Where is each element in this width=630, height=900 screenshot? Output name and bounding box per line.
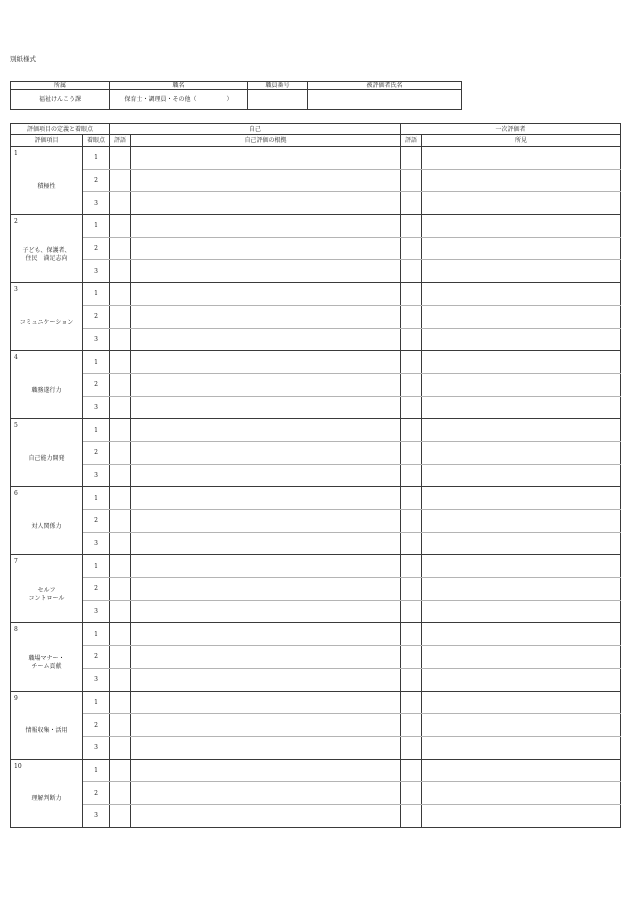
evaluation-group-header-row — [11, 124, 621, 135]
reviewer-comment-field[interactable] — [422, 147, 621, 170]
department-value: 福祉けんこう課 — [11, 90, 110, 110]
reviewer-grade-field[interactable] — [401, 578, 422, 601]
reviewer-grade-field[interactable] — [401, 555, 422, 578]
evaluation-item-name: 理解判断力 — [31, 795, 62, 803]
self-basis-field[interactable] — [131, 782, 401, 805]
reviewer-grade-field[interactable] — [401, 215, 422, 238]
self-grade-field[interactable] — [110, 691, 131, 714]
reviewer-grade-field[interactable] — [401, 283, 422, 306]
self-basis-field[interactable] — [131, 600, 401, 623]
reviewer-comment-field[interactable] — [422, 510, 621, 533]
evaluation-row — [11, 714, 621, 737]
viewpoint-number: 3 — [83, 736, 110, 759]
self-grade-field[interactable] — [110, 283, 131, 306]
self-grade-field[interactable] — [110, 351, 131, 374]
reviewer-grade-field[interactable] — [401, 328, 422, 351]
self-basis-field[interactable] — [131, 260, 401, 283]
evaluation-item-cell — [11, 147, 83, 215]
reviewer-comment-field[interactable] — [422, 169, 621, 192]
reviewer-comment-field[interactable] — [422, 237, 621, 260]
reviewer-grade-field[interactable] — [401, 510, 422, 533]
reviewer-grade-field[interactable] — [401, 169, 422, 192]
employee-info-value-row — [11, 90, 462, 110]
evaluation-item-number: 4 — [14, 354, 18, 362]
viewpoint-column-header: 着眼点 — [83, 135, 110, 147]
reviewer-comment-field[interactable] — [422, 419, 621, 442]
self-basis-field[interactable] — [131, 351, 401, 374]
reviewer-comment-field[interactable] — [422, 305, 621, 328]
self-basis-field[interactable] — [131, 305, 401, 328]
form-label: 別紙様式 — [10, 55, 36, 63]
reviewer-comment-field[interactable] — [422, 668, 621, 691]
viewpoint-number: 3 — [83, 532, 110, 555]
reviewer-grade-field[interactable] — [401, 487, 422, 510]
department-header: 所属 — [11, 82, 110, 90]
reviewer-grade-field[interactable] — [401, 532, 422, 555]
evaluatee-name-field[interactable] — [308, 90, 462, 110]
evaluation-item-cell — [11, 759, 83, 827]
evaluation-row — [11, 623, 621, 646]
reviewer-comment-field[interactable] — [422, 283, 621, 306]
self-grade-field[interactable] — [110, 578, 131, 601]
self-grade-field[interactable] — [110, 510, 131, 533]
self-basis-field[interactable] — [131, 668, 401, 691]
self-grade-field[interactable] — [110, 487, 131, 510]
reviewer-comment-field[interactable] — [422, 691, 621, 714]
evaluation-row — [11, 510, 621, 533]
self-grade-field[interactable] — [110, 646, 131, 669]
reviewer-grade-field[interactable] — [401, 192, 422, 215]
evaluation-row — [11, 532, 621, 555]
employee-info-header-row — [11, 82, 462, 90]
viewpoint-number: 2 — [83, 714, 110, 737]
reviewer-comment-field[interactable] — [422, 759, 621, 782]
employee-info-body — [11, 82, 462, 110]
self-grade-field[interactable] — [110, 305, 131, 328]
evaluation-item-name: 対人関係力 — [31, 522, 62, 530]
evaluation-row — [11, 169, 621, 192]
self-grade-field[interactable] — [110, 396, 131, 419]
evaluation-row — [11, 419, 621, 442]
self-basis-field[interactable] — [131, 646, 401, 669]
self-basis-field[interactable] — [131, 147, 401, 170]
viewpoint-number: 1 — [83, 419, 110, 442]
evaluation-row — [11, 646, 621, 669]
evaluation-item-number: 10 — [14, 762, 22, 770]
evaluation-item-name: 自己能力開発 — [28, 454, 65, 462]
self-basis-field[interactable] — [131, 169, 401, 192]
evaluation-row — [11, 215, 621, 238]
evaluation-item-number: 9 — [14, 694, 18, 702]
viewpoint-number: 3 — [83, 192, 110, 215]
evaluation-item-number: 7 — [14, 558, 18, 566]
reviewer-grade-field[interactable] — [401, 441, 422, 464]
viewpoint-number: 1 — [83, 147, 110, 170]
evaluation-item-cell — [11, 555, 83, 623]
evaluation-item-name: 積極性 — [37, 182, 56, 190]
viewpoint-number: 2 — [83, 169, 110, 192]
reviewer-comment-field[interactable] — [422, 487, 621, 510]
self-grade-field[interactable] — [110, 532, 131, 555]
evaluation-row — [11, 668, 621, 691]
viewpoint-number: 3 — [83, 804, 110, 827]
self-grade-field[interactable] — [110, 373, 131, 396]
evaluation-item-number: 8 — [14, 626, 18, 634]
evaluation-item-number: 5 — [14, 422, 18, 430]
reviewer-comment-field[interactable] — [422, 260, 621, 283]
reviewer-comment-field[interactable] — [422, 441, 621, 464]
criteria-group-header: 評価項目の定義と着眼点 — [11, 124, 110, 135]
job-title-value: 保育士・調理員・その他（ ） — [110, 90, 248, 110]
evaluation-row — [11, 804, 621, 827]
evaluation-row — [11, 555, 621, 578]
self-grade-column-header: 評語 — [110, 135, 131, 147]
evaluation-item-number: 6 — [14, 490, 18, 498]
self-basis-field[interactable] — [131, 578, 401, 601]
evaluation-item-number: 2 — [14, 218, 18, 226]
self-grade-field[interactable] — [110, 441, 131, 464]
evaluation-row — [11, 487, 621, 510]
self-basis-field[interactable] — [131, 237, 401, 260]
evaluation-item-cell — [11, 215, 83, 283]
evaluation-item-name: コミュニケーション — [19, 318, 74, 326]
reviewer-grade-field[interactable] — [401, 396, 422, 419]
viewpoint-number: 1 — [83, 691, 110, 714]
self-basis-field[interactable] — [131, 555, 401, 578]
viewpoint-number: 1 — [83, 555, 110, 578]
reviewer-comment-field[interactable] — [422, 396, 621, 419]
self-basis-field[interactable] — [131, 419, 401, 442]
self-basis-field[interactable] — [131, 623, 401, 646]
reviewer-comment-field[interactable] — [422, 464, 621, 487]
self-basis-column-header: 自己評価の根拠 — [131, 135, 401, 147]
self-basis-field[interactable] — [131, 759, 401, 782]
self-grade-field[interactable] — [110, 260, 131, 283]
self-grade-field[interactable] — [110, 782, 131, 805]
evaluation-item-number: 3 — [14, 286, 18, 294]
viewpoint-number: 3 — [83, 600, 110, 623]
self-grade-field[interactable] — [110, 215, 131, 238]
evaluation-item-name: 情報収集・活用 — [25, 727, 68, 735]
reviewer-grade-field[interactable] — [401, 260, 422, 283]
reviewer-grade-field[interactable] — [401, 237, 422, 260]
evaluation-item-cell — [11, 623, 83, 691]
evaluation-item-cell — [11, 283, 83, 351]
self-basis-field[interactable] — [131, 441, 401, 464]
evaluation-row — [11, 396, 621, 419]
viewpoint-number: 2 — [83, 237, 110, 260]
evaluation-item-name: 職場マナー・ チーム貢献 — [28, 654, 65, 670]
viewpoint-number: 1 — [83, 759, 110, 782]
self-grade-field[interactable] — [110, 192, 131, 215]
evaluation-row — [11, 373, 621, 396]
viewpoint-number: 1 — [83, 623, 110, 646]
reviewer-grade-field[interactable] — [401, 668, 422, 691]
reviewer-comment-field[interactable] — [422, 215, 621, 238]
evaluation-item-name: 子ども、保護者、 住民 満足志向 — [22, 246, 71, 262]
reviewer-comment-field[interactable] — [422, 373, 621, 396]
viewpoint-number: 2 — [83, 782, 110, 805]
self-grade-field[interactable] — [110, 668, 131, 691]
self-basis-field[interactable] — [131, 192, 401, 215]
evaluation-item-cell — [11, 487, 83, 555]
evaluation-row — [11, 147, 621, 170]
viewpoint-number: 2 — [83, 305, 110, 328]
reviewer-comment-field[interactable] — [422, 600, 621, 623]
self-grade-field[interactable] — [110, 419, 131, 442]
reviewer-grade-column-header: 評語 — [401, 135, 422, 147]
self-grade-field[interactable] — [110, 147, 131, 170]
self-grade-field[interactable] — [110, 328, 131, 351]
reviewer-grade-field[interactable] — [401, 691, 422, 714]
evaluation-row — [11, 691, 621, 714]
job-title-header: 職名 — [110, 82, 248, 90]
viewpoint-number: 2 — [83, 578, 110, 601]
evaluation-row — [11, 736, 621, 759]
self-basis-field[interactable] — [131, 215, 401, 238]
evaluation-item-number: 1 — [14, 150, 18, 157]
self-grade-field[interactable] — [110, 623, 131, 646]
employee-number-header: 職員番号 — [248, 82, 308, 90]
evaluation-body — [11, 147, 621, 828]
reviewer-grade-field[interactable] — [401, 464, 422, 487]
evaluation-column-header-row — [11, 135, 621, 147]
reviewer-grade-field[interactable] — [401, 351, 422, 374]
self-basis-field[interactable] — [131, 464, 401, 487]
evaluation-row — [11, 260, 621, 283]
self-grade-field[interactable] — [110, 600, 131, 623]
evaluation-row — [11, 600, 621, 623]
evaluation-item-cell — [11, 419, 83, 487]
reviewer-grade-field[interactable] — [401, 759, 422, 782]
self-basis-field[interactable] — [131, 714, 401, 737]
reviewer-grade-field[interactable] — [401, 804, 422, 827]
evaluation-row — [11, 441, 621, 464]
reviewer-grade-field[interactable] — [401, 782, 422, 805]
self-basis-field[interactable] — [131, 373, 401, 396]
viewpoint-number: 1 — [83, 351, 110, 374]
evaluation-item-cell — [11, 691, 83, 759]
self-basis-field[interactable] — [131, 487, 401, 510]
self-grade-field[interactable] — [110, 237, 131, 260]
evaluation-row — [11, 351, 621, 374]
self-group-header: 自己 — [110, 124, 401, 135]
self-basis-field[interactable] — [131, 283, 401, 306]
reviewer-grade-field[interactable] — [401, 147, 422, 170]
reviewer-comment-field[interactable] — [422, 804, 621, 827]
self-basis-field[interactable] — [131, 532, 401, 555]
evaluation-item-name: セルフ コントロール — [28, 586, 65, 602]
viewpoint-number: 3 — [83, 396, 110, 419]
reviewer-comment-field[interactable] — [422, 192, 621, 215]
self-grade-field[interactable] — [110, 555, 131, 578]
employee-info-table — [10, 81, 462, 110]
self-basis-field[interactable] — [131, 510, 401, 533]
evaluation-row — [11, 283, 621, 306]
evaluation-item-cell — [11, 351, 83, 419]
viewpoint-number: 3 — [83, 668, 110, 691]
viewpoint-number: 3 — [83, 260, 110, 283]
reviewer-grade-field[interactable] — [401, 714, 422, 737]
evaluation-row — [11, 192, 621, 215]
self-basis-field[interactable] — [131, 804, 401, 827]
reviewer-comment-field[interactable] — [422, 623, 621, 646]
viewpoint-number: 1 — [83, 215, 110, 238]
reviewer-comment-field[interactable] — [422, 714, 621, 737]
evaluation-row — [11, 578, 621, 601]
reviewer-grade-field[interactable] — [401, 419, 422, 442]
reviewer-grade-field[interactable] — [401, 736, 422, 759]
evaluation-row — [11, 759, 621, 782]
evaluation-row — [11, 782, 621, 805]
evaluation-row — [11, 305, 621, 328]
reviewer-comment-column-header: 所見 — [422, 135, 621, 147]
viewpoint-number: 2 — [83, 373, 110, 396]
self-basis-field[interactable] — [131, 396, 401, 419]
evaluation-table — [10, 123, 621, 828]
reviewer-grade-field[interactable] — [401, 646, 422, 669]
reviewer-comment-field[interactable] — [422, 532, 621, 555]
reviewer-grade-field[interactable] — [401, 600, 422, 623]
viewpoint-number: 2 — [83, 441, 110, 464]
viewpoint-number: 1 — [83, 283, 110, 306]
reviewer-comment-field[interactable] — [422, 782, 621, 805]
viewpoint-number: 1 — [83, 487, 110, 510]
self-basis-field[interactable] — [131, 736, 401, 759]
reviewer-comment-field[interactable] — [422, 351, 621, 374]
self-grade-field[interactable] — [110, 759, 131, 782]
evaluation-row — [11, 328, 621, 351]
viewpoint-number: 2 — [83, 646, 110, 669]
evaluatee-name-header: 被評価者氏名 — [308, 82, 462, 90]
first-reviewer-group-header: 一次評価者 — [401, 124, 621, 135]
reviewer-comment-field[interactable] — [422, 736, 621, 759]
evaluation-row — [11, 237, 621, 260]
self-grade-field[interactable] — [110, 736, 131, 759]
reviewer-grade-field[interactable] — [401, 305, 422, 328]
employee-number-field[interactable] — [248, 90, 308, 110]
self-grade-field[interactable] — [110, 464, 131, 487]
self-grade-field[interactable] — [110, 714, 131, 737]
self-grade-field[interactable] — [110, 169, 131, 192]
reviewer-grade-field[interactable] — [401, 623, 422, 646]
evaluation-header — [11, 124, 621, 147]
reviewer-comment-field[interactable] — [422, 555, 621, 578]
viewpoint-number: 3 — [83, 464, 110, 487]
reviewer-grade-field[interactable] — [401, 373, 422, 396]
reviewer-comment-field[interactable] — [422, 646, 621, 669]
viewpoint-number: 2 — [83, 510, 110, 533]
evaluation-item-name: 職務遂行力 — [31, 386, 62, 394]
self-basis-field[interactable] — [131, 691, 401, 714]
item-column-header: 評価項目 — [11, 135, 83, 147]
self-basis-field[interactable] — [131, 328, 401, 351]
reviewer-comment-field[interactable] — [422, 578, 621, 601]
self-grade-field[interactable] — [110, 804, 131, 827]
evaluation-row — [11, 464, 621, 487]
viewpoint-number: 3 — [83, 328, 110, 351]
reviewer-comment-field[interactable] — [422, 328, 621, 351]
